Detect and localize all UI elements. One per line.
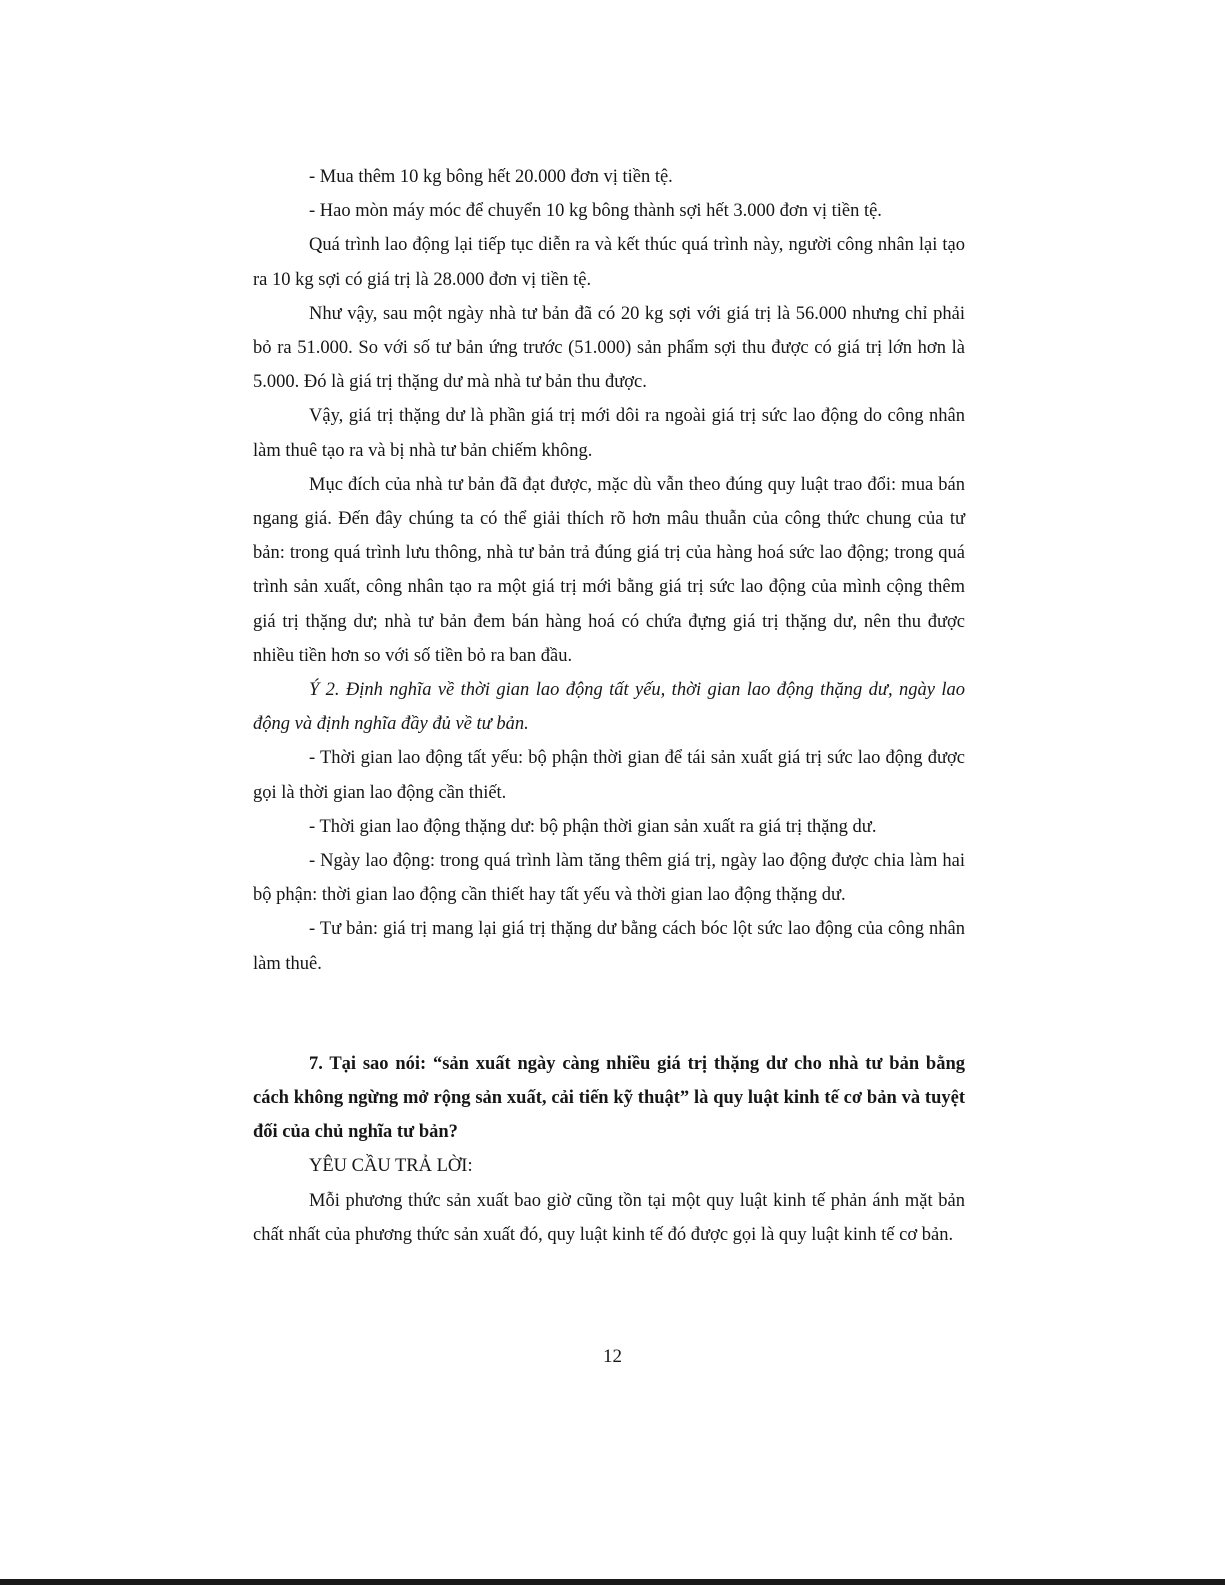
paragraph-capital-formula: Mục đích của nhà tư bản đã đạt được, mặc dù vẫn theo đúng quy luật trao đổi: mua bán ngang giá. Đến đây chúng ta có thể giải thích rõ hơn mâu thuẫn của công thức chung của tư bản: trong quá trình lưu thông, nhà tư bản trả đúng giá trị của hàng hoá sức lao động; trong quá trình sản xuất, công nhân tạo ra một giá trị mới bằng giá trị sức lao động của mình cộng thêm giá trị thặng dư; nhà tư bản đem bán hàng hoá có chứa đựng giá trị thặng dư, nên thu được nhiều tiền hơn so với số tiền bỏ ra ban đầu. [253,474,965,666]
paragraph-capital-definition: - Tư bản: giá trị mang lại giá trị thặng dư bằng cách bóc lột sức lao động của công nhân làm thuê. [253,919,965,974]
bottom-border [0,1579,1225,1585]
paragraph-surplus-definition: Vậy, giá trị thặng dư là phần giá trị mới dôi ra ngoài giá trị sức lao động do công nhân làm thuê tạo ra và bị nhà tư bản chiếm không. [253,406,965,461]
page-number: 12 [603,1346,622,1367]
answer-label: YÊU CẦU TRẢ LỜI: [309,1156,473,1177]
paragraph-buy-cotton: - Mua thêm 10 kg bông hết 20.000 đơn vị tiền tệ. [309,167,673,187]
section-heading-y2: Ý 2. Định nghĩa về thời gian lao động tất yếu, thời gian lao động thặng dư, ngày lao động và định nghĩa đầy đủ về tư bản. [253,680,965,735]
paragraph-surplus-calc: Như vậy, sau một ngày nhà tư bản đã có 20 kg sợi với giá trị là 56.000 nhưng chỉ phải bỏ ra 51.000. So với số tư bản ứng trước (51.000) sản phẩm sợi thu được có giá trị lớn hơn là 5.000. Đó là giá trị thặng dư mà nhà tư bản thu được. [253,303,965,393]
paragraph-necessary-labor-time: - Thời gian lao động tất yếu: bộ phận thời gian để tái sản xuất giá trị sức lao động được gọi là thời gian lao động cần thiết. [253,748,965,803]
question-heading: 7. Tại sao nói: “sản xuất ngày càng nhiều giá trị thặng dư cho nhà tư bản bằng cách không ngừng mở rộng sản xuất, cải tiến kỹ thuật” là quy luật kinh tế cơ bản và tuyệt đối của chủ nghĩa tư bản? [253,1053,965,1143]
paragraph-labor-process: Quá trình lao động lại tiếp tục diễn ra và kết thúc quá trình này, người công nhân lại tạo ra 10 kg sợi có giá trị là 28.000 đơn vị tiền tệ. [253,235,965,290]
document-body [253,160,965,1252]
paragraph-working-day: - Ngày lao động: trong quá trình làm tăng thêm giá trị, ngày lao động được chia làm hai bộ phận: thời gian lao động cần thiết hay tất yếu và thời gian lao động thặng dư. [253,851,965,906]
answer-paragraph: Mỗi phương thức sản xuất bao giờ cũng tồn tại một quy luật kinh tế phản ánh mặt bản chất nhất của phương thức sản xuất đó, quy luật kinh tế đó được gọi là quy luật kinh tế cơ bản. [253,1190,965,1245]
paragraph-machine-wear: - Hao mòn máy móc để chuyển 10 kg bông thành sợi hết 3.000 đơn vị tiền tệ. [309,201,882,222]
paragraph-surplus-labor-time: - Thời gian lao động thặng dư: bộ phận thời gian sản xuất ra giá trị thặng dư. [309,816,877,837]
